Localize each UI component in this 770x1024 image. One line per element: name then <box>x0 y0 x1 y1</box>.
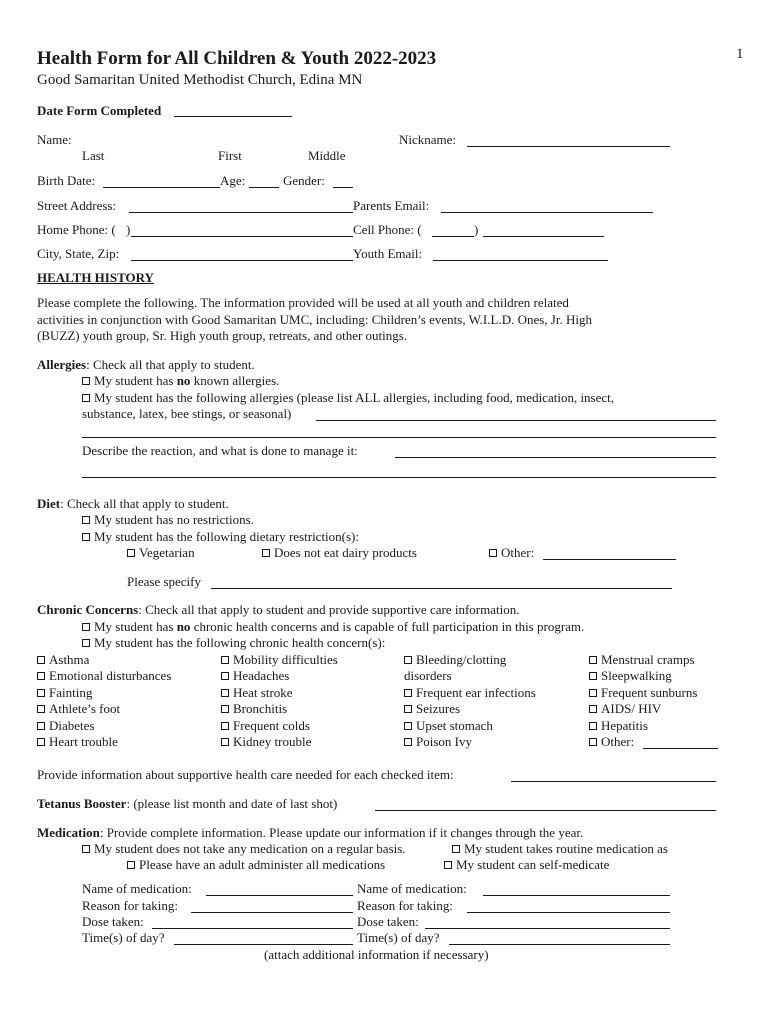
med2-reason-field[interactable] <box>467 912 670 913</box>
diet-no-dairy-option[interactable] <box>262 545 417 561</box>
church-name: Good Samaritan United Methodist Church, Edina MN <box>37 72 363 88</box>
checkbox-icon[interactable] <box>127 861 135 869</box>
checkbox-icon[interactable] <box>404 738 412 746</box>
nickname-field[interactable] <box>467 146 670 147</box>
diet-other-option[interactable] <box>489 545 534 561</box>
checkbox-icon[interactable] <box>37 672 45 680</box>
checkbox-icon[interactable] <box>82 516 90 524</box>
diet-none-text: My student has no restrictions. <box>94 512 254 527</box>
medication-row <box>37 825 583 841</box>
checkbox-icon[interactable] <box>82 377 90 385</box>
checkbox-icon[interactable] <box>589 656 597 664</box>
checkbox-icon[interactable] <box>404 705 412 713</box>
chronic-item-label: Frequent ear infections <box>416 685 536 700</box>
med2-times-label: Time(s) of day? <box>357 930 440 945</box>
tetanus-field[interactable] <box>375 810 716 811</box>
chronic-item-label: Menstrual cramps <box>601 652 695 667</box>
medication-none-option[interactable] <box>82 841 406 857</box>
diet-vegetarian-option[interactable] <box>127 545 195 561</box>
allergies-describe-field-2[interactable] <box>82 477 716 478</box>
chronic-item[interactable] <box>37 734 118 750</box>
chronic-item[interactable] <box>37 718 94 734</box>
medication-self-text: My student can self-medicate <box>456 857 610 872</box>
chronic-item[interactable] <box>404 734 472 750</box>
allergies-describe-field[interactable] <box>395 457 716 458</box>
diet-instruction: : Check all that apply to student. <box>60 496 229 511</box>
chronic-item-label: Kidney trouble <box>233 734 312 749</box>
date-completed-field[interactable] <box>174 116 292 117</box>
checkbox-icon[interactable] <box>589 705 597 713</box>
chronic-item-label: Poison Ivy <box>416 734 472 749</box>
chronic-item-label: Headaches <box>233 668 290 683</box>
allergies-label: Allergies <box>37 357 87 372</box>
chronic-item-label: Hepatitis <box>601 718 648 733</box>
med1-reason-label: Reason for taking: <box>82 898 179 913</box>
medication-routine-option[interactable] <box>452 841 668 857</box>
chronic-item[interactable] <box>589 668 672 684</box>
diet-specify-label: Please specify <box>127 574 202 589</box>
checkbox-icon[interactable] <box>221 689 229 697</box>
checkbox-icon[interactable] <box>404 722 412 730</box>
chronic-none-text-end: chronic health concerns and is capable of full participation in this program. <box>190 619 585 634</box>
checkbox-icon[interactable] <box>221 705 229 713</box>
diet-none-option[interactable] <box>82 512 254 528</box>
medication-none-text: My student does not take any medication on a regular basis. <box>94 841 406 856</box>
chronic-item[interactable] <box>589 718 648 734</box>
chronic-has-text: My student has the following chronic health concern(s): <box>94 635 386 650</box>
chronic-none-text: My student has <box>94 619 177 634</box>
supportive-care-label: Provide information about supportive health care needed for each checked item: <box>37 767 454 782</box>
allergies-none-text: My student has <box>94 373 177 388</box>
checkbox-icon[interactable] <box>82 845 90 853</box>
chronic-item[interactable] <box>589 734 634 750</box>
diet-label: Diet <box>37 496 61 511</box>
diet-row <box>37 496 229 512</box>
checkbox-icon[interactable] <box>589 738 597 746</box>
med2-times-field[interactable] <box>449 944 670 945</box>
med1-times-field[interactable] <box>174 944 353 945</box>
checkbox-icon[interactable] <box>82 533 90 541</box>
allergies-has-text: My student has the following allergies (please list ALL allergies, including food, medication, insect, <box>94 390 615 405</box>
intro-line-3: (BUZZ) youth group, Sr. High youth group, retreats, and other outings. <box>37 328 408 343</box>
allergies-list-field[interactable] <box>316 420 716 421</box>
chronic-item-label: Diabetes <box>49 718 95 733</box>
med1-name-label: Name of medication: <box>82 881 192 896</box>
chronic-item-label: Mobility difficulties <box>233 652 338 667</box>
chronic-item-label: Seizures <box>416 701 461 716</box>
chronic-instruction: : Check all that apply to student and provide supportive care information. <box>138 602 520 617</box>
tetanus-row <box>37 796 337 812</box>
med1-reason-field[interactable] <box>191 912 353 913</box>
parents-email-field[interactable] <box>441 212 653 213</box>
checkbox-icon[interactable] <box>262 549 270 557</box>
home-phone-field[interactable] <box>131 236 353 237</box>
first-name-label: First <box>218 148 242 163</box>
med1-dose-field[interactable] <box>152 928 353 929</box>
chronic-item-label: Upset stomach <box>416 718 493 733</box>
allergies-has-cont: substance, latex, bee stings, or seasonal) <box>82 406 292 421</box>
checkbox-icon[interactable] <box>221 722 229 730</box>
parents-email-label: Parents Email: <box>353 198 430 213</box>
chronic-item-label: Asthma <box>49 652 90 667</box>
med1-times-label: Time(s) of day? <box>82 930 165 945</box>
medication-label: Medication <box>37 825 100 840</box>
city-state-zip-label: City, State, Zip: <box>37 246 120 261</box>
gender-field[interactable] <box>333 187 353 188</box>
checkbox-icon[interactable] <box>221 672 229 680</box>
med2-name-label: Name of medication: <box>357 881 467 896</box>
allergies-row <box>37 357 255 373</box>
tetanus-label: Tetanus Booster <box>37 796 127 811</box>
chronic-item-label: Athlete’s foot <box>49 701 121 716</box>
allergies-none-text-end: known allergies. <box>190 373 280 388</box>
checkbox-icon[interactable] <box>221 656 229 664</box>
checkbox-icon[interactable] <box>452 845 460 853</box>
tetanus-text: : (please list month and date of last shot) <box>126 796 338 811</box>
chronic-item[interactable] <box>404 701 460 717</box>
chronic-item-label: Fainting <box>49 685 93 700</box>
med1-dose-label: Dose taken: <box>82 914 144 929</box>
chronic-item[interactable] <box>37 652 89 668</box>
chronic-item-label: Sleepwalking <box>601 668 672 683</box>
allergies-instruction: : Check all that apply to student. <box>86 357 255 372</box>
gender-label: Gender: <box>283 173 325 188</box>
chronic-item[interactable] <box>37 668 171 684</box>
checkbox-icon[interactable] <box>404 689 412 697</box>
chronic-item-label: Bronchitis <box>233 701 288 716</box>
checkbox-icon[interactable] <box>589 689 597 697</box>
diet-other-text: Other: <box>501 545 535 560</box>
youth-email-label: Youth Email: <box>353 246 423 261</box>
city-state-zip-field[interactable] <box>131 260 353 261</box>
med2-reason-label: Reason for taking: <box>357 898 454 913</box>
allergies-none-bold: no <box>176 373 191 388</box>
checkbox-icon[interactable] <box>37 689 45 697</box>
allergies-none-option[interactable] <box>82 373 279 389</box>
health-history-heading: HEALTH HISTORY <box>37 270 154 285</box>
medication-self-option[interactable] <box>444 857 609 873</box>
medication-adult-text: Please have an adult administer all medications <box>139 857 386 872</box>
cell-phone-paren: ) <box>474 222 479 237</box>
chronic-item[interactable] <box>221 718 310 734</box>
med2-name-field[interactable] <box>483 895 670 896</box>
checkbox-icon[interactable] <box>589 672 597 680</box>
chronic-item[interactable] <box>221 685 293 701</box>
chronic-item[interactable] <box>404 685 536 701</box>
checkbox-icon[interactable] <box>82 639 90 647</box>
chronic-item[interactable] <box>221 734 311 750</box>
date-completed-label: Date Form Completed <box>37 103 162 118</box>
last-name-label: Last <box>82 148 105 163</box>
chronic-item[interactable] <box>221 652 338 668</box>
chronic-item[interactable] <box>589 652 695 668</box>
chronic-item-label: Emotional disturbances <box>49 668 172 683</box>
youth-email-field[interactable] <box>433 260 608 261</box>
chronic-item-label: Bleeding/clotting <box>416 652 507 667</box>
diet-vegetarian-text: Vegetarian <box>139 545 195 560</box>
checkbox-icon[interactable] <box>444 861 452 869</box>
checkbox-icon[interactable] <box>37 722 45 730</box>
attach-note: (attach additional information if necessary) <box>264 947 489 962</box>
chronic-has-option[interactable] <box>82 635 385 651</box>
chronic-item[interactable] <box>221 701 287 717</box>
cell-phone-area-field[interactable] <box>432 236 474 237</box>
home-phone-label: Home Phone: ( <box>37 222 116 237</box>
chronic-item[interactable] <box>589 685 697 701</box>
allergies-has-option[interactable] <box>82 390 614 406</box>
checkbox-icon[interactable] <box>37 656 45 664</box>
birth-date-field[interactable] <box>103 187 220 188</box>
checkbox-icon[interactable] <box>589 722 597 730</box>
chronic-item[interactable] <box>404 718 493 734</box>
chronic-item[interactable] <box>37 685 92 701</box>
chronic-item-label: Heat stroke <box>233 685 293 700</box>
medication-adult-option[interactable] <box>127 857 385 873</box>
name-label: Name: <box>37 132 72 147</box>
chronic-item-label: Frequent colds <box>233 718 310 733</box>
med2-dose-label: Dose taken: <box>357 914 419 929</box>
home-phone-paren: ) <box>126 222 131 237</box>
checkbox-icon[interactable] <box>82 623 90 631</box>
checkbox-icon[interactable] <box>82 394 90 402</box>
chronic-item[interactable] <box>37 701 120 717</box>
diet-has-option[interactable] <box>82 529 359 545</box>
cell-phone-field[interactable] <box>483 236 604 237</box>
diet-specify-field[interactable] <box>211 588 672 589</box>
age-label: Age: <box>220 173 246 188</box>
chronic-item-label: Other: <box>601 734 635 749</box>
medication-instruction: : Provide complete information. Please update our information if it changes through the year. <box>99 825 584 840</box>
chronic-item-label: AIDS/ HIV <box>601 701 662 716</box>
age-field[interactable] <box>249 187 279 188</box>
chronic-none-option[interactable] <box>82 619 584 635</box>
chronic-label: Chronic Concerns <box>37 602 139 617</box>
page-number: 1 <box>736 46 744 62</box>
med1-name-field[interactable] <box>206 895 353 896</box>
form-title: Health Form for All Children & Youth 2022-2023 <box>37 48 437 69</box>
checkbox-icon[interactable] <box>37 705 45 713</box>
diet-no-dairy-text: Does not eat dairy products <box>274 545 417 560</box>
checkbox-icon[interactable] <box>221 738 229 746</box>
chronic-other-field[interactable] <box>643 748 718 749</box>
chronic-item[interactable] <box>589 701 661 717</box>
street-address-label: Street Address: <box>37 198 117 213</box>
checkbox-icon[interactable] <box>404 656 412 664</box>
middle-name-label: Middle <box>308 148 346 163</box>
cell-phone-label: Cell Phone: ( <box>353 222 422 237</box>
diet-other-field[interactable] <box>543 559 676 560</box>
chronic-item-label: Heart trouble <box>49 734 118 749</box>
checkbox-icon[interactable] <box>37 738 45 746</box>
chronic-row <box>37 602 519 618</box>
medication-routine-text: My student takes routine medication as <box>464 841 668 856</box>
supportive-care-field[interactable] <box>511 781 716 782</box>
chronic-item[interactable] <box>404 652 506 668</box>
nickname-label: Nickname: <box>399 132 457 147</box>
chronic-item[interactable] <box>221 668 289 684</box>
checkbox-icon[interactable] <box>489 549 497 557</box>
birth-date-label: Birth Date: <box>37 173 96 188</box>
chronic-item-cont: disorders <box>404 668 452 683</box>
allergies-list-field-2[interactable] <box>82 437 716 438</box>
chronic-item-label: Frequent sunburns <box>601 685 698 700</box>
diet-has-text: My student has the following dietary restriction(s): <box>94 529 360 544</box>
checkbox-icon[interactable] <box>127 549 135 557</box>
med2-dose-field[interactable] <box>425 928 670 929</box>
street-address-field[interactable] <box>129 212 353 213</box>
allergies-describe-label: Describe the reaction, and what is done to manage it: <box>82 443 358 458</box>
chronic-none-bold: no <box>176 619 191 634</box>
intro-line-2: activities in conjunction with Good Samaritan UMC, including: Children’s events, W.I.L.D. Ones, Jr. High <box>37 312 592 327</box>
intro-line-1: Please complete the following. The information provided will be used at all youth and children related <box>37 295 569 310</box>
